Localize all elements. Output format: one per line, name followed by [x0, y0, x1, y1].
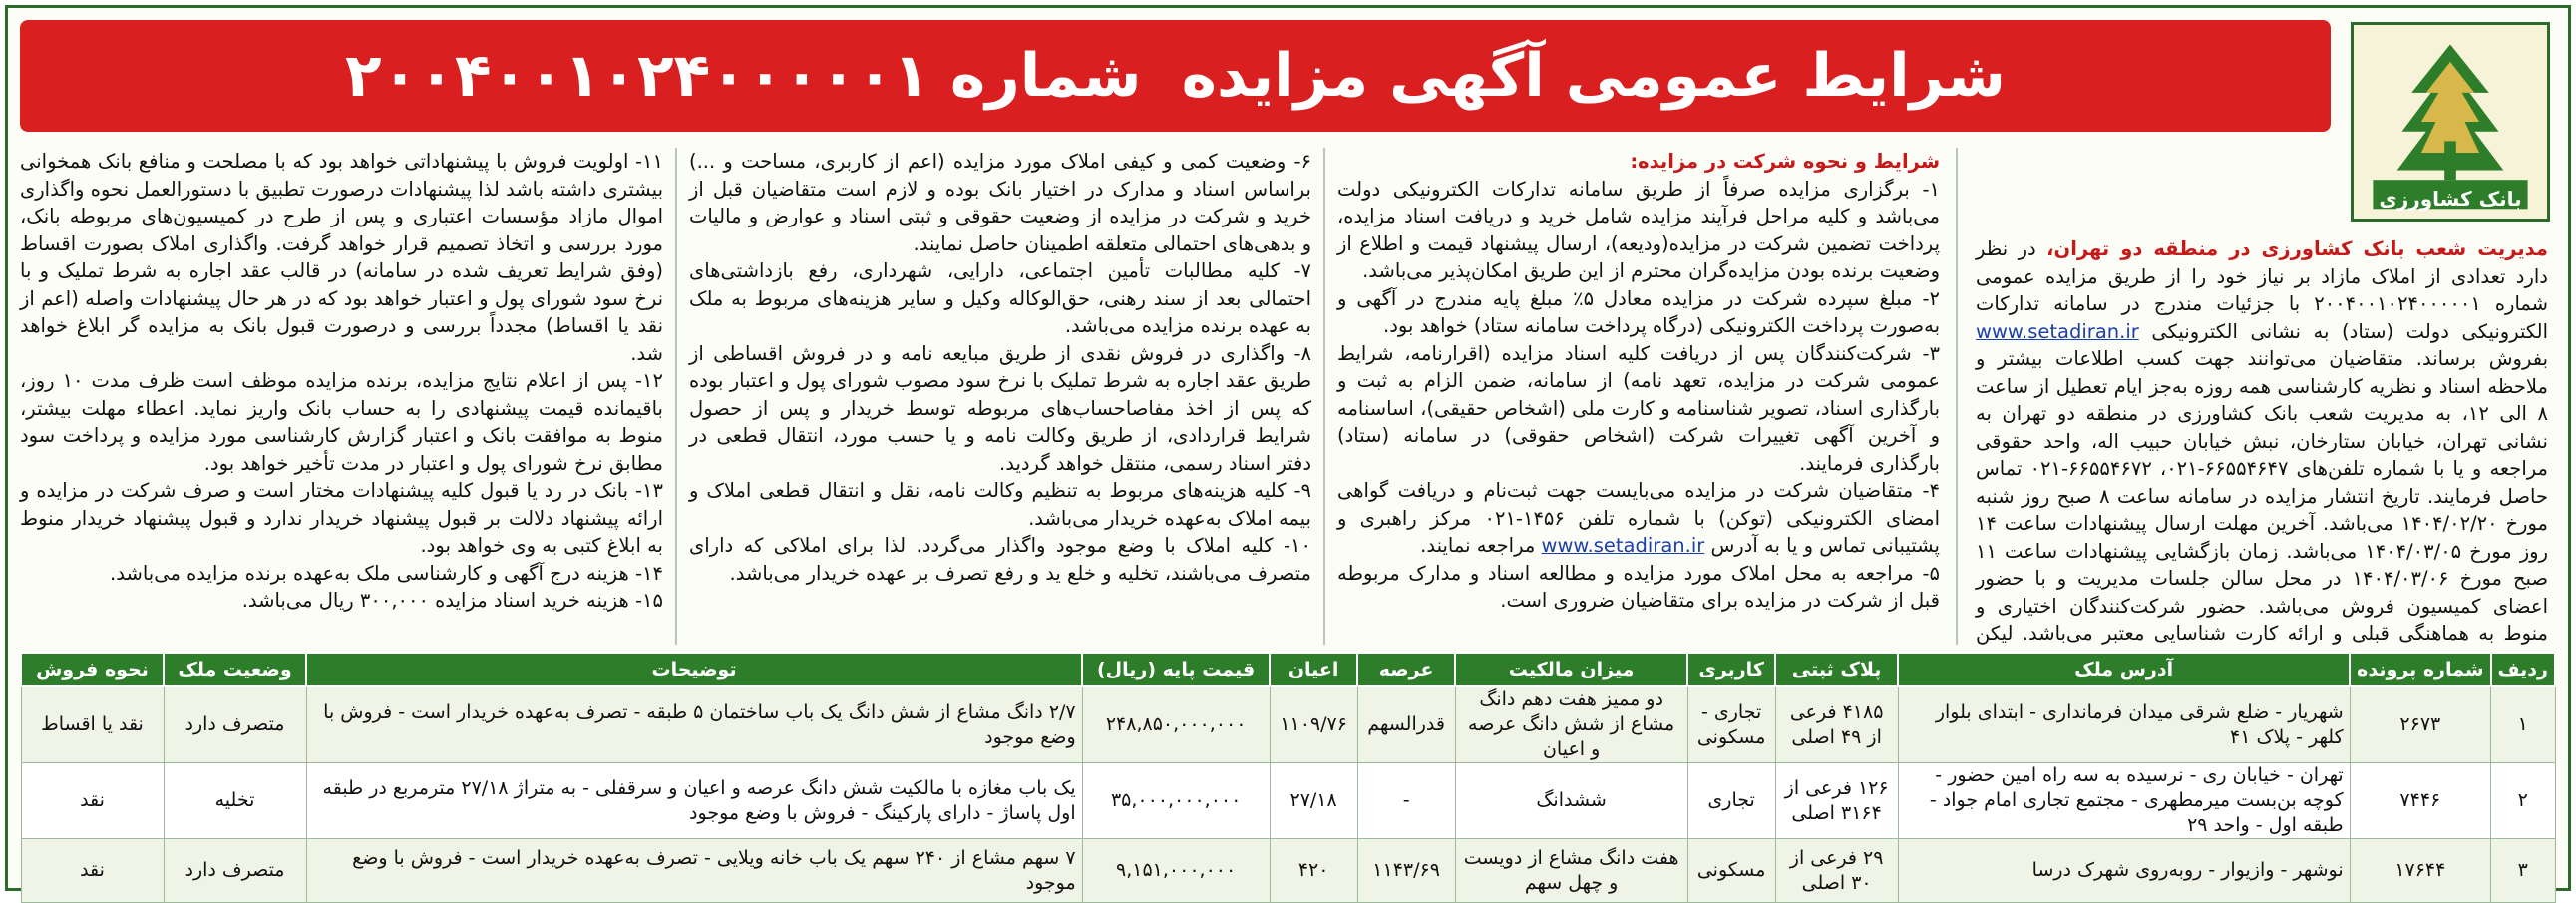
col-header-plaque: پلاک ثبتی — [1775, 653, 1898, 686]
properties-table — [20, 652, 2556, 903]
cell-usage: مسکونی — [1687, 839, 1775, 903]
term-4: ۴- متقاضیان شرکت در مزایده می‌بایست جهت ثبت‌نام و دریافت گواهی امضای الکترونیکی (توکن) با شماره تلفن ۱۴۵۶-۰۲۱ مرکز راهبری و پشتیبانی تماس و یا به آدرس — [1337, 479, 1940, 557]
conditions-column-1 — [1329, 148, 1948, 645]
column-divider — [1323, 148, 1325, 645]
col-header-file-no: شماره پرونده — [2350, 653, 2490, 686]
term-14: ۱۴- هزینه درج آگهی و کارشناسی ملک به‌عهده برنده مزایده می‌باشد. — [110, 561, 663, 585]
cell-row-no: ۲ — [2491, 763, 2555, 839]
col-header-sale-method: نحوه فروش — [21, 653, 164, 686]
terms-columns — [20, 148, 2556, 645]
title-banner — [20, 20, 2331, 132]
cell-plaque: ۲۹ فرعی از ۳۰ اصلی — [1775, 839, 1898, 903]
cell-file-no: ۷۴۴۶ — [2350, 763, 2490, 839]
col-header-land: عرصه — [1357, 653, 1455, 686]
table-row — [21, 686, 2555, 763]
cell-land: - — [1357, 763, 1455, 839]
setad-link[interactable]: www.setadiran.ir — [1976, 319, 2139, 343]
logo-text: بانک کشاورزی — [2379, 187, 2522, 211]
auction-notice — [5, 5, 2571, 894]
cell-usage: تجاری - مسکونی — [1687, 686, 1775, 763]
col-header-address: آدرس ملک — [1898, 653, 2350, 686]
cell-base-price: ۲۴۸,۸۵۰,۰۰۰,۰۰۰ — [1082, 686, 1270, 763]
column-divider — [1956, 148, 1958, 645]
intro-column — [1968, 235, 2556, 645]
conditions-heading: شرایط و نحوه شرکت در مزایده: — [1630, 150, 1940, 173]
cell-file-no: ۱۷۶۴۴ — [2350, 839, 2490, 903]
cell-file-no: ۲۶۷۳ — [2350, 686, 2490, 763]
cell-address: نوشهر - وازیوار - روبه‌روی شهرک درسا — [1898, 839, 2350, 903]
cell-plaque: ۴۱۸۵ فرعی از ۴۹ اصلی — [1775, 686, 1898, 763]
cell-sale-method: نقد — [21, 839, 164, 903]
term-3: ۳- شرکت‌کنندگان پس از دریافت کلیه اسناد مزایده (اقرارنامه، شرایط عمومی شرکت در مزایده، تعهد نامه) از سامانه، ضمن الزام به ثبت و بارگذاری اسناد، تصویر شناسنامه و کارت ملی (اشخاص حقیقی)، اساسنامه و آخرین آگهی تغییرات شرکت (اشخاص حقوقی) در سامانه (ستاد) بارگذاری فرمایند. — [1337, 341, 1940, 475]
cell-ownership: دو ممیز هفت دهم دانگ مشاع از شش دانگ عرصه و اعیان — [1455, 686, 1687, 763]
cell-building: ۴۲۰ — [1270, 839, 1357, 903]
cell-ownership: ششدانگ — [1455, 763, 1687, 839]
cell-building: ۱۱۰۹/۷۶ — [1270, 686, 1357, 763]
cell-land: قدرالسهم — [1357, 686, 1455, 763]
col-header-row-no: ردیف — [2491, 653, 2555, 686]
term-13: ۱۳- بانک در رد یا قبول کلیه پیشنهادات مختار است و صرف شرکت در مزایده و ارائه پیشنهاد دلالت بر قبول پیشنهاد خریدار ندارد و قبول پیشنهاد خریدار منوط به ابلاغ کتبی به وی خواهد بود. — [20, 479, 663, 557]
intro-body-2: بفروش برساند. متقاضیان می‌توانند جهت کسب اطلاعات بیشتر و ملاحظه اسناد و نظریه کارشناسی همه روزه به‌جز ایام تعطیل از ساعت ۸ الی ۱۲، به مدیریت شعب بانک کشاورزی در منطقه دو تهران به نشانی تهران، خیابان ستارخان، نبش خیابان حبیب اله، واحد حقوقی مراجعه و یا با شماره تلفن‌های ۶۶۵۵۴۶۴۷-۰۲۱، ۶۶۵۵۴۶۷۲-۰۲۱ تماس حاصل فرمایند. تاریخ انتشار مزایده در سامانه ساعت ۸ صبح روز شنبه مورخ ۱۴۰۴/۰۲/۲۰ می‌باشد. آخرین مهلت ارسال پیشنهادات ساعت ۱۴ روز مورخ ۱۴۰۴/۰۳/۰۵ می‌باشد. زمان بازگشایی پیشنهادات ساعت ۱۱ صبح مورخ ۱۴۰۴/۰۳/۰۶ در محل سالن جلسات مدیریت و با حضور اعضای کمیسیون فروش می‌باشد. حضور شرکت‌کنندگان اختیاری و منوط به هماهنگی قبلی و ارائه کارت شناسایی معتبر می‌باشد. لیکن — [1976, 347, 2548, 645]
cell-address: تهران - خیابان ری - نرسیده به سه راه امین حضور - کوچه بن‌بست میرمطهری - مجتمع تجاری امام جواد - طبقه اول - واحد ۲۹ — [1898, 763, 2350, 839]
conditions-column-2 — [681, 148, 1319, 645]
cell-status: متصرف دارد — [164, 839, 306, 903]
cell-base-price: ۳۵,۰۰۰,۰۰۰,۰۰۰ — [1082, 763, 1270, 839]
setad-link-2[interactable]: www.setadiran.ir — [1541, 534, 1705, 557]
cell-building: ۲۷/۱۸ — [1270, 763, 1357, 839]
conditions-column-3 — [12, 148, 671, 645]
term-4-end: مراجعه نمایند. — [1420, 534, 1542, 557]
cell-sale-method: نقد یا اقساط — [21, 686, 164, 763]
cell-address: شهریار - ضلع شرقی میدان فرمانداری - ابتدای بلوار کلهر - پلاک ۴۱ — [1898, 686, 2350, 763]
col-header-status: وضعیت ملک — [164, 653, 306, 686]
cell-status: تخلیه — [164, 763, 306, 839]
cell-description: یک باب مغازه با مالکیت شش دانگ عرصه و اعیان و سرقفلی - به متراژ ۲۷/۱۸ مترمربع در طبقه اول پاساژ - دارای پارکینگ - فروش با وضع موجود — [306, 763, 1082, 839]
term-7: ۷- کلیه مطالبات تأمین اجتماعی، دارایی، شهرداری، رفع بازداشتی‌های احتمالی بعد از سند رهنی، حق‌الوکاله وکیل و سایر هزینه‌های مربوط به ملک به عهده برنده مزایده می‌باشد. — [689, 259, 1311, 337]
cell-land: ۱۱۴۳/۶۹ — [1357, 839, 1455, 903]
term-1: ۱- برگزاری مزایده صرفاً از طریق سامانه تدارکات الکترونیکی دولت می‌باشد و کلیه مراحل فرآیند مزایده شامل خرید و دریافت اسناد مزایده، پرداخت تضمین شرکت در مزایده(ودیعه)، ارسال پیشنهاد قیمت و اطلاع از وضعیت برنده بودن مزایده‌گران محترم از این طریق امکان‌پذیر می‌باشد. — [1337, 177, 1940, 282]
term-10: ۱۰- کلیه املاک با وضع موجود واگذار می‌گردد. لذا برای املاکی که دارای متصرف می‌باشند، تخلیه و خلع ید و رفع تصرف بر عهده خریدار می‌باشد. — [689, 534, 1311, 585]
cell-row-no: ۳ — [2491, 839, 2555, 903]
term-11: ۱۱- اولویت فروش با پیشنهاداتی خواهد بود که با مصلحت و منافع بانک همخوانی بیشتری داشته باشد لذا پیشنهادات درصورت تطبیق با دستورالعمل نحوه واگذاری اموال مازاد مؤسسات اعتباری و پس از طرح در کمیسیون‌های مربوطه بانک، مورد بررسی و اتخاذ تصمیم قرار خواهد گرفت. واگذاری املاک بصورت اقساط (وفق شرایط تعریف شده در سامانه) در قالب عقد اجاره به شرط تملیک و با نرخ سود شورای پول و اعتبار خواهد بود که در هر حال پیشنهادات واصله (اعم از نقد یا اقساط) مجدداً بررسی و درصورت قبول بانک به مزایده گر ابلاغ خواهد شد. — [20, 150, 663, 365]
cell-description: ۲/۷ دانگ مشاع از شش دانگ یک باب ساختمان ۵ طبقه - تصرف به‌عهده خریدار است - فروش با وضع موجود — [306, 686, 1082, 763]
col-header-base-price: قیمت پایه (ریال) — [1082, 653, 1270, 686]
term-9: ۹- کلیه هزینه‌های مربوط به تنظیم وکالت نامه، نقل و انتقال قطعی املاک و بیمه املاک به‌عهده خریدار می‌باشد. — [689, 479, 1311, 530]
col-header-building: اعیان — [1270, 653, 1357, 686]
cell-plaque: ۱۲۶ فرعی از ۳۱۶۴ اصلی — [1775, 763, 1898, 839]
term-12: ۱۲- پس از اعلام نتایج مزایده، برنده مزایده موظف است ظرف مدت ۱۰ روز، باقیمانده قیمت پیشنهادی را به حساب بانک واریز نماید. اعطاء مهلت بیشتر، منوط به موافقت بانک و اعتبار گزارش کارشناسی مورد مزایده و پرداخت سود مطابق نرخ شورای پول و اعتبار در مدت تأخیر خواهد بود. — [20, 369, 663, 475]
term-8: ۸- واگذاری در فروش نقدی از طریق مبایعه نامه و در فروش اقساطی از طریق عقد اجاره به شرط تملیک با نرخ سود مصوب شورای پول و اعتبار بوده که پس از اخذ مفاصاحساب‌های مربوطه توسط خریدار و پس از حصول شرایط قراردادی، از طریق وکالت نامه و یا حسب مورد، انتقال قطعی در دفتر اسناد رسمی، منتقل خواهد گردید. — [689, 341, 1311, 475]
col-header-usage: کاربری — [1687, 653, 1775, 686]
cell-status: متصرف دارد — [164, 686, 306, 763]
table-header-row — [21, 653, 2555, 686]
term-15: ۱۵- هزینه خرید اسناد مزایده ۳۰۰,۰۰۰ ریال می‌باشد. — [241, 589, 663, 612]
cell-row-no: ۱ — [2491, 686, 2555, 763]
cell-sale-method: نقد — [21, 763, 164, 839]
column-divider — [675, 148, 677, 645]
table-row — [21, 763, 2555, 839]
col-header-description: توضیحات — [306, 653, 1082, 686]
intro-body: در نظر دارد تعدادی از املاک مازاد بر نیاز خود را از طریق مزایده عمومی شماره ۲۰۰۴۰۰۱۰۲۴۰۰۰۰۰۱ با جزئیات مندرج در سامانه تدارکات الکترونیکی دولت (ستاد) به نشانی الکترونیکی — [1976, 237, 2549, 343]
cell-description: ۷ سهم مشاع از ۲۴۰ سهم یک باب خانه ویلایی - تصرف به‌عهده خریدار است - فروش با وضع موجود — [306, 839, 1082, 903]
term-5: ۵- مراجعه به محل املاک مورد مزایده و مطالعه اسناد و مدارک مربوطه قبل از شرکت در مزایده برای متقاضیان ضروری است. — [1337, 561, 1940, 612]
intro-lead: مدیریت شعب بانک کشاورزی در منطقه دو تهران، — [2046, 237, 2549, 260]
cell-usage: تجاری — [1687, 763, 1775, 839]
cell-base-price: ۹,۱۵۱,۰۰۰,۰۰۰ — [1082, 839, 1270, 903]
col-header-ownership: میزان مالکیت — [1455, 653, 1687, 686]
term-2: ۲- مبلغ سپرده شرکت در مزایده معادل ۵٪ مبلغ پایه مندرج در آگهی و به‌صورت پرداخت الکترونیکی (درگاه پرداخت سامانه ستاد) خواهد بود. — [1337, 286, 1941, 337]
table-row — [21, 839, 2555, 903]
auction-number: شماره ۲۰۰۴۰۰۱۰۲۴۰۰۰۰۰۱ — [345, 41, 1142, 111]
page-title: شرایط عمومی آگهی مزایده — [1181, 41, 2006, 111]
cell-ownership: هفت دانگ مشاع از دویست و چهل سهم — [1455, 839, 1687, 903]
term-6: ۶- وضعیت کمی و کیفی املاک مورد مزایده (اعم از کاربری، مساحت و ...) براساس اسناد و مدارک در اختیار بانک بوده و لازم است متقاضیان قبل از خرید و شرکت در مزایده از وضعیت حقوقی و ثبتی اسناد و عوارض و مالیات و بدهی‌های احتمالی متعلقه اطمینان حاصل نمایند. — [689, 150, 1311, 255]
